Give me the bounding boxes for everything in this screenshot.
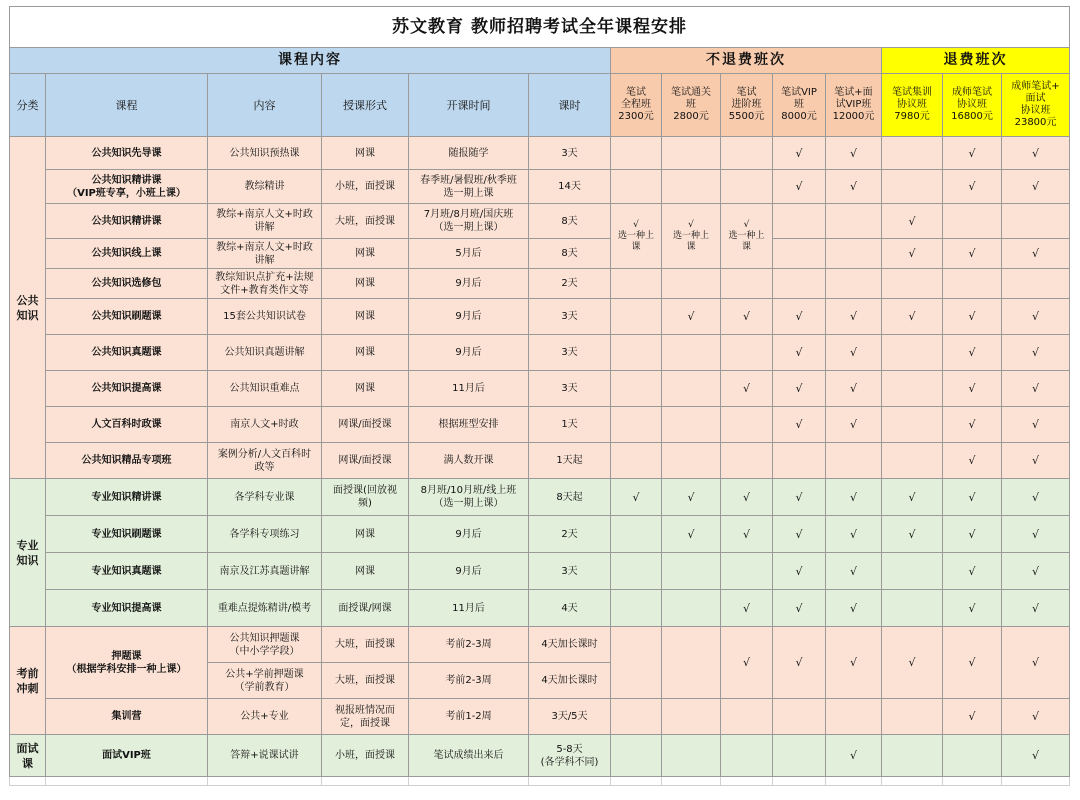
plan-cell: √ xyxy=(882,479,943,516)
table-row xyxy=(10,299,1070,335)
course-hours: 5-8天 (各学科不同) xyxy=(529,735,611,777)
course-content: 公共知识预热课 xyxy=(208,137,322,170)
course-start: 11月后 xyxy=(409,590,529,627)
plan-cell xyxy=(611,407,662,443)
header-plan: 笔试+面 试VIP班 12000元 xyxy=(826,74,882,137)
plan-cell xyxy=(882,335,943,371)
course-start: 9月后 xyxy=(409,299,529,335)
plan-cell: √ xyxy=(943,479,1002,516)
plan-cell: √ xyxy=(943,553,1002,590)
course-hours: 3天 xyxy=(529,137,611,170)
plan-cell-choose-one: √ 选一种上 课 xyxy=(662,204,721,269)
plan-cell: √ xyxy=(826,516,882,553)
plan-cell: √ xyxy=(1002,371,1070,407)
plan-cell: √ xyxy=(943,699,1002,735)
course-name: 公共知识选修包 xyxy=(46,269,208,299)
course-content: 教综+南京人文+时政 讲解 xyxy=(208,204,322,239)
plan-cell xyxy=(611,553,662,590)
plan-cell: √ xyxy=(943,371,1002,407)
plan-cell: √ xyxy=(773,627,826,699)
course-start: 9月后 xyxy=(409,269,529,299)
plan-cell xyxy=(882,735,943,777)
course-format: 网课/面授课 xyxy=(322,407,409,443)
plan-cell xyxy=(662,443,721,479)
plan-cell: √ xyxy=(943,590,1002,627)
table-row xyxy=(10,735,1070,777)
course-hours: 3天 xyxy=(529,299,611,335)
plan-cell xyxy=(773,443,826,479)
plan-cell xyxy=(611,335,662,371)
plan-cell-choose-one: √ 选一种上 课 xyxy=(611,204,662,269)
plan-cell: √ xyxy=(1002,699,1070,735)
category-cell: 考前 冲刺 xyxy=(10,627,46,735)
course-start: 春季班/暑假班/秋季班 选一期上课 xyxy=(409,170,529,204)
plan-cell: √ xyxy=(1002,735,1070,777)
course-name: 面试VIP班 xyxy=(46,735,208,777)
header-plan: 笔试 进阶班 5500元 xyxy=(721,74,773,137)
course-content: 公共+学前押题课 （学前教育） xyxy=(208,663,322,699)
header-hours: 课时 xyxy=(529,74,611,137)
plan-cell: √ xyxy=(826,170,882,204)
plan-cell xyxy=(611,443,662,479)
table-row xyxy=(10,137,1070,170)
header-category: 分类 xyxy=(10,74,46,137)
plan-cell xyxy=(611,590,662,627)
plan-cell: √ xyxy=(1002,627,1070,699)
plan-cell: √ xyxy=(826,407,882,443)
header-plan: 笔试 全程班 2300元 xyxy=(611,74,662,137)
course-hours: 8天 xyxy=(529,239,611,269)
course-hours: 2天 xyxy=(529,269,611,299)
plan-cell xyxy=(611,299,662,335)
course-start: 9月后 xyxy=(409,516,529,553)
course-hours: 4天 xyxy=(529,590,611,627)
course-format: 视报班情况而 定，面授课 xyxy=(322,699,409,735)
plan-cell: √ xyxy=(943,170,1002,204)
plan-cell: √ xyxy=(1002,335,1070,371)
plan-cell: √ xyxy=(662,299,721,335)
plan-cell xyxy=(611,627,662,699)
plan-cell xyxy=(826,204,882,239)
plan-cell xyxy=(721,269,773,299)
plan-cell xyxy=(662,371,721,407)
course-format: 网课 xyxy=(322,239,409,269)
course-name: 公共知识提高课 xyxy=(46,371,208,407)
table-row xyxy=(10,269,1070,299)
plan-cell xyxy=(882,443,943,479)
course-format: 网课 xyxy=(322,516,409,553)
band-non-refund: 不退费班次 xyxy=(611,48,882,74)
course-start: 11月后 xyxy=(409,371,529,407)
plan-cell-choose-one: √ 选一种上 课 xyxy=(721,204,773,269)
plan-cell: √ xyxy=(943,239,1002,269)
course-content: 教综+南京人文+时政 讲解 xyxy=(208,239,322,269)
course-content: 答辩+说课试讲 xyxy=(208,735,322,777)
plan-cell xyxy=(662,627,721,699)
plan-cell: √ xyxy=(943,443,1002,479)
course-hours: 3天 xyxy=(529,335,611,371)
plan-cell xyxy=(826,269,882,299)
plan-cell: √ xyxy=(721,590,773,627)
plan-cell: √ xyxy=(1002,299,1070,335)
plan-cell: √ xyxy=(1002,137,1070,170)
plan-cell: √ xyxy=(882,516,943,553)
plan-cell xyxy=(662,269,721,299)
course-start: 8月班/10月班/线上班 （选一期上课） xyxy=(409,479,529,516)
plan-cell xyxy=(662,735,721,777)
header-format: 授课形式 xyxy=(322,74,409,137)
plan-cell xyxy=(943,269,1002,299)
course-hours: 14天 xyxy=(529,170,611,204)
plan-cell xyxy=(611,516,662,553)
plan-cell xyxy=(662,137,721,170)
plan-cell: √ xyxy=(1002,443,1070,479)
plan-cell: √ xyxy=(773,137,826,170)
course-format: 网课 xyxy=(322,137,409,170)
course-name: 专业知识刷题课 xyxy=(46,516,208,553)
course-content: 公共知识真题讲解 xyxy=(208,335,322,371)
table-row xyxy=(10,516,1070,553)
course-hours: 1天起 xyxy=(529,443,611,479)
plan-cell xyxy=(773,204,826,239)
plan-cell: √ xyxy=(773,479,826,516)
course-content: 教综精讲 xyxy=(208,170,322,204)
course-content: 各学科专业课 xyxy=(208,479,322,516)
plan-cell xyxy=(611,371,662,407)
course-content: 15套公共知识试卷 xyxy=(208,299,322,335)
header-plan: 成师笔试+ 面试 协议班 23800元 xyxy=(1002,74,1070,137)
plan-cell xyxy=(721,443,773,479)
course-start: 根据班型安排 xyxy=(409,407,529,443)
plan-cell xyxy=(773,239,826,269)
plan-cell: √ xyxy=(943,335,1002,371)
plan-cell: √ xyxy=(773,553,826,590)
course-format: 大班，面授课 xyxy=(322,627,409,663)
course-name: 押题课 （根据学科安排一种上课） xyxy=(46,627,208,699)
table-footer-gridline xyxy=(10,777,1070,786)
plan-cell xyxy=(1002,269,1070,299)
plan-cell xyxy=(826,699,882,735)
course-start: 7月班/8月班/国庆班 （选一期上课） xyxy=(409,204,529,239)
course-format: 网课 xyxy=(322,335,409,371)
course-hours: 1天 xyxy=(529,407,611,443)
plan-cell: √ xyxy=(773,335,826,371)
course-hours: 8天起 xyxy=(529,479,611,516)
header-plan: 成师笔试 协议班 16800元 xyxy=(943,74,1002,137)
course-hours: 3天/5天 xyxy=(529,699,611,735)
plan-cell xyxy=(611,137,662,170)
table-row xyxy=(10,479,1070,516)
course-format: 小班，面授课 xyxy=(322,170,409,204)
course-start: 笔试成绩出来后 xyxy=(409,735,529,777)
plan-cell xyxy=(943,204,1002,239)
course-format: 网课 xyxy=(322,371,409,407)
plan-cell: √ xyxy=(1002,170,1070,204)
plan-cell xyxy=(662,553,721,590)
course-hours: 3天 xyxy=(529,371,611,407)
plan-cell xyxy=(882,407,943,443)
course-content: 教综知识点扩充+法规 文件+教育类作文等 xyxy=(208,269,322,299)
course-content: 各学科专项练习 xyxy=(208,516,322,553)
plan-cell xyxy=(721,137,773,170)
course-format: 网课 xyxy=(322,553,409,590)
plan-cell xyxy=(721,407,773,443)
plan-cell xyxy=(773,269,826,299)
header-plan: 笔试通关 班 2800元 xyxy=(662,74,721,137)
plan-cell xyxy=(1002,204,1070,239)
plan-cell: √ xyxy=(943,137,1002,170)
plan-cell: √ xyxy=(773,590,826,627)
plan-cell: √ xyxy=(826,299,882,335)
plan-cell: √ xyxy=(721,371,773,407)
course-format: 大班，面授课 xyxy=(322,204,409,239)
course-start: 考前1-2周 xyxy=(409,699,529,735)
plan-cell: √ xyxy=(826,137,882,170)
plan-cell: √ xyxy=(826,371,882,407)
course-hours: 4天加长课时 xyxy=(529,663,611,699)
course-name: 集训营 xyxy=(46,699,208,735)
plan-cell: √ xyxy=(1002,590,1070,627)
course-content: 南京及江苏真题讲解 xyxy=(208,553,322,590)
plan-cell: √ xyxy=(882,627,943,699)
plan-cell xyxy=(882,170,943,204)
table-row xyxy=(10,204,1070,239)
plan-cell: √ xyxy=(721,627,773,699)
plan-cell xyxy=(662,699,721,735)
plan-cell xyxy=(943,735,1002,777)
course-name: 专业知识真题课 xyxy=(46,553,208,590)
course-format: 面授课/网课 xyxy=(322,590,409,627)
plan-cell: √ xyxy=(773,299,826,335)
plan-cell xyxy=(721,553,773,590)
plan-cell: √ xyxy=(826,553,882,590)
plan-cell: √ xyxy=(773,371,826,407)
course-start: 满人数开课 xyxy=(409,443,529,479)
plan-cell: √ xyxy=(611,479,662,516)
band-course-content: 课程内容 xyxy=(10,48,611,74)
plan-cell xyxy=(882,699,943,735)
course-hours: 8天 xyxy=(529,204,611,239)
plan-cell: √ xyxy=(826,627,882,699)
table-row xyxy=(10,590,1070,627)
category-cell: 公共 知识 xyxy=(10,137,46,479)
course-name: 公共知识精讲课 xyxy=(46,204,208,239)
table-row xyxy=(10,407,1070,443)
course-name: 专业知识精讲课 xyxy=(46,479,208,516)
plan-cell xyxy=(826,443,882,479)
course-content: 案例分析/人文百科时 政等 xyxy=(208,443,322,479)
plan-cell: √ xyxy=(1002,516,1070,553)
plan-cell: √ xyxy=(826,735,882,777)
course-content: 南京人文+时政 xyxy=(208,407,322,443)
plan-cell: √ xyxy=(1002,553,1070,590)
course-content: 公共+专业 xyxy=(208,699,322,735)
header-start-time: 开课时间 xyxy=(409,74,529,137)
course-schedule-table xyxy=(9,6,1070,786)
plan-cell: √ xyxy=(882,299,943,335)
header-content: 内容 xyxy=(208,74,322,137)
plan-cell xyxy=(721,699,773,735)
plan-cell: √ xyxy=(721,299,773,335)
plan-cell xyxy=(882,553,943,590)
course-content: 重难点提炼精讲/模考 xyxy=(208,590,322,627)
plan-cell: √ xyxy=(721,479,773,516)
plan-cell xyxy=(773,735,826,777)
course-start: 随报随学 xyxy=(409,137,529,170)
header-plan: 笔试VIP 班 8000元 xyxy=(773,74,826,137)
schedule-sheet xyxy=(9,6,1070,786)
course-name: 专业知识提高课 xyxy=(46,590,208,627)
table-row xyxy=(10,335,1070,371)
course-name: 公共知识线上课 xyxy=(46,239,208,269)
plan-cell xyxy=(773,699,826,735)
plan-cell xyxy=(662,170,721,204)
plan-cell xyxy=(882,371,943,407)
table-row xyxy=(10,170,1070,204)
plan-cell xyxy=(826,239,882,269)
plan-cell: √ xyxy=(662,516,721,553)
band-refund: 退费班次 xyxy=(882,48,1070,74)
plan-cell xyxy=(611,170,662,204)
course-start: 考前2-3周 xyxy=(409,627,529,663)
page-title: 苏文教育 教师招聘考试全年课程安排 xyxy=(10,7,1070,48)
course-format: 小班，面授课 xyxy=(322,735,409,777)
plan-cell xyxy=(882,590,943,627)
plan-cell xyxy=(721,335,773,371)
course-format: 大班，面授课 xyxy=(322,663,409,699)
plan-cell xyxy=(611,735,662,777)
plan-cell: √ xyxy=(882,239,943,269)
course-hours: 4天加长课时 xyxy=(529,627,611,663)
course-name: 公共知识真题课 xyxy=(46,335,208,371)
course-format: 面授课(回放视 频) xyxy=(322,479,409,516)
plan-cell: √ xyxy=(1002,479,1070,516)
course-start: 考前2-3周 xyxy=(409,663,529,699)
plan-cell: √ xyxy=(773,170,826,204)
category-cell: 面试 课 xyxy=(10,735,46,777)
table-row xyxy=(10,239,1070,269)
plan-cell xyxy=(611,269,662,299)
table-row xyxy=(10,627,1070,663)
course-content: 公共知识押题课 （中小学学段） xyxy=(208,627,322,663)
plan-cell: √ xyxy=(826,590,882,627)
table-row xyxy=(10,699,1070,735)
plan-cell xyxy=(721,735,773,777)
course-hours: 3天 xyxy=(529,553,611,590)
plan-cell xyxy=(662,335,721,371)
header-course: 课程 xyxy=(46,74,208,137)
course-name: 公共知识精品专项班 xyxy=(46,443,208,479)
plan-cell: √ xyxy=(943,299,1002,335)
plan-cell: √ xyxy=(943,516,1002,553)
plan-cell: √ xyxy=(662,479,721,516)
plan-cell: √ xyxy=(943,627,1002,699)
plan-cell: √ xyxy=(826,479,882,516)
plan-cell: √ xyxy=(826,335,882,371)
table-row xyxy=(10,553,1070,590)
plan-cell: √ xyxy=(773,407,826,443)
course-format: 网课/面授课 xyxy=(322,443,409,479)
course-name: 公共知识精讲课 （VIP班专享，小班上课） xyxy=(46,170,208,204)
plan-cell xyxy=(662,590,721,627)
category-cell: 专业 知识 xyxy=(10,479,46,627)
plan-cell: √ xyxy=(882,204,943,239)
plan-cell xyxy=(662,407,721,443)
course-format: 网课 xyxy=(322,299,409,335)
plan-cell: √ xyxy=(943,407,1002,443)
plan-cell xyxy=(882,269,943,299)
plan-cell: √ xyxy=(773,516,826,553)
plan-cell xyxy=(611,699,662,735)
course-name: 公共知识刷题课 xyxy=(46,299,208,335)
table-row xyxy=(10,443,1070,479)
plan-cell: √ xyxy=(1002,407,1070,443)
plan-cell xyxy=(882,137,943,170)
plan-cell xyxy=(721,170,773,204)
course-name: 人文百科时政课 xyxy=(46,407,208,443)
table-row xyxy=(10,371,1070,407)
header-plan: 笔试集训 协议班 7980元 xyxy=(882,74,943,137)
plan-cell: √ xyxy=(721,516,773,553)
course-start: 5月后 xyxy=(409,239,529,269)
course-hours: 2天 xyxy=(529,516,611,553)
course-start: 9月后 xyxy=(409,553,529,590)
course-name: 公共知识先导课 xyxy=(46,137,208,170)
course-format: 网课 xyxy=(322,269,409,299)
course-content: 公共知识重难点 xyxy=(208,371,322,407)
course-start: 9月后 xyxy=(409,335,529,371)
plan-cell: √ xyxy=(1002,239,1070,269)
